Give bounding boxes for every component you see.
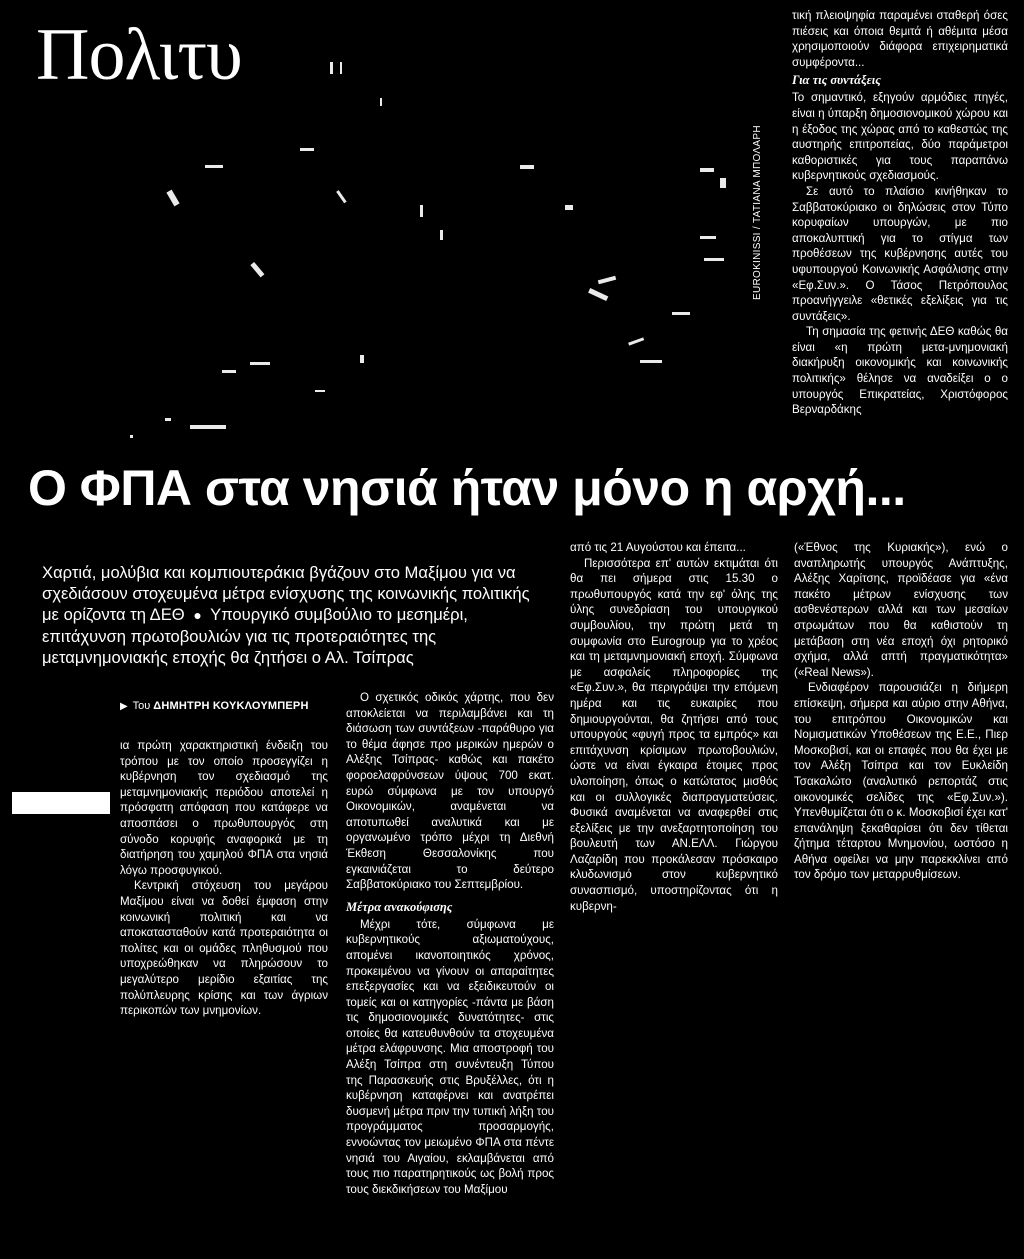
byline-prefix: Του (132, 700, 151, 712)
paragraph: Κεντρική στόχευση του μεγάρου Μαξίμου είναι να δοθεί έμφαση στην κοινωνική πολιτική και να αποκατασταθούν κατά προτεραιότητα οι πολίτες και οι ομάδες πληθυσμού που υποχρεώθηκαν να πληρώσουν το μεγαλύτερο μερίδιο εξαιτίας της πολύπλευρης κρίσης και των άγριων περικοπών των μνημονίων. (120, 879, 328, 1018)
subheading: Μέτρα ανακούφισης (346, 899, 453, 914)
paragraph: ια πρώτη χαρακτηριστική ένδειξη του τρόπου με τον οποίο προσεγγίζει η κυβέρνηση τον σχεδιασμό της μεταμνημονιακής περιόδου αποτελεί η πρόσφατη απόφαση που κατάφερε να αποσπάσει ο πρωθυπουργός στη σύνοδο κορυφής αναφορικά με τη διατήρηση του χαμηλού ΦΠΑ στα νησιά λόγω προσφυγικού. (120, 739, 328, 877)
dropcap-bar (12, 792, 110, 814)
lead-text-1: Χαρτιά, μολύβια και κομπιουτεράκια βγάζουν στο Μαξίμου για να σχεδιάσουν στοχευμένα μέτρα ενίσχυσης της κοινωνικής πολιτικής με ορίζοντα τη ΔΕΘ (42, 563, 530, 624)
byline (120, 700, 309, 712)
paragraph: Ο σχετικός οδικός χάρτης, που δεν αποκλείεται να περιλαμβάνει και τη διάσωση των συντάξεων -παράθυρο για το θέμα άφησε προ μερικών ημερών ο Αλέξης Τσίπρας- καθώς και πακέτο φοροελαφρύνσεων ύψους 700 εκατ. ευρώ σύμφωνα με τον υπουργό Οικονομικών, αναμένεται να αποτυπωθεί αναλυτικά και με οργανωμένο τρόπο μέχρι τη Διεθνή Έκθεση Θεσσαλονίκης που εγκαινιάζεται το δεύτερο Σαββατοκύριακο του Σεπτεμβρίου. (346, 691, 554, 892)
bullet-icon: ● (193, 607, 202, 623)
right-top-column (792, 8, 1008, 418)
article-lead (42, 562, 532, 668)
paragraph: τική πλειοψηφία παραμένει σταθερή όσες πιέσεις και όποια θεμιτά ή αθέμιτα μέσα χρησιμοποιούν διάφορα επιχειρηματικά συμφέροντα... (792, 9, 1008, 69)
article-column-4 (794, 540, 1008, 883)
byline-arrow-icon: ▶ (120, 701, 128, 712)
article-headline: Ο ΦΠΑ στα νησιά ήταν μόνο η αρχή... (28, 460, 906, 516)
lead-text-2: Υπουργικό συμβούλιο το μεσημέρι, επιτάχυνση πρωτοβουλιών για τις προτεραιότητες της μεταμνημονιακής εποχής θα ζητήσει ο Αλ. Τσίπρας (42, 605, 468, 667)
article-column-1 (120, 738, 328, 1019)
paragraph: Το σημαντικό, εξηγούν αρμόδιες πηγές, είναι η ύπαρξη δημοσιονομικού χώρου και η έξοδος της χώρας από το καθεστώς της αυστηρής επιτροπείας, δύο παράμετροι καθοριστικές για τους παραπάνω κυβερνητικούς σχεδιασμούς. (792, 91, 1008, 183)
section-title: Πολιτυ (36, 14, 242, 96)
subheading: Για τις συντάξεις (792, 73, 881, 88)
paragraph: («Έθνος της Κυριακής»), ενώ ο αναπληρωτής υπουργός Ανάπτυξης, Αλέξης Χαρίτσης, προϊδέασε για «ένα πακέτο μέτρων ενίσχυσης των ασθενέστερων αλλά και των μεσαίων στρωμάτων που θα καθιστούν τη μετάβαση στη νέα εποχή όχι ρητορικό σχήμα, αλλά απτή πραγματικότητα» («Real News»). (794, 541, 1008, 679)
paragraph: από τις 21 Αυγούστου και έπειτα... (570, 541, 746, 554)
article-column-3 (570, 540, 778, 914)
byline-author: ΔΗΜΗΤΡΗ ΚΟΥΚΛΟΥΜΠΕΡΗ (153, 700, 309, 712)
paragraph: Ενδιαφέρον παρουσιάζει η διήμερη επίσκεψη, σήμερα και αύριο στην Αθήνα, του επιτρόπου Οικονομικών και Νομισματικών Υποθέσεων της Ε.Ε., Πιερ Μοσκοβισί, και οι επαφές που θα έχει με τον Αλέξη Τσίπρα και τον Ευκλείδη Τσακαλώτο (αναλυτικό ρεπορτάζ στις οικονομικές σελίδες της «Εφ.Συν.»). Υπενθυμίζεται ότι ο κ. Μοσκοβισί έχει κατ' επανάληψη ξεκαθαρίσει ότι δεν τίθεται ζήτημα τέταρτου Μνημονίου, ωστόσο η Αθήνα οφείλει να μην παρεκκλίνει από τον δρόμο των μεταρρυθμίσεων. (794, 681, 1008, 882)
paragraph: Σε αυτό το πλαίσιο κινήθηκαν το Σαββατοκύριακο οι δηλώσεις στον Τύπο κορυφαίων υπουργών, με πιο αποκαλυπτική για το στίγμα των προθέσεων της κυβέρνησης αυτές του υφυπουργού Κοινωνικής Ασφάλισης στην «Εφ.Συν.». Ο Τάσος Πετρόπουλος προανήγγειλε «θετικές εξελίξεις για τις συντάξεις». (792, 184, 1008, 323)
photo-credit: EUROKINISSI / ΤΑΤΙΑΝΑ ΜΠΟΛΑΡΗ (752, 125, 763, 300)
paragraph: Τη σημασία της φετινής ΔΕΘ καθώς θα είναι «η πρώτη μετα-μνημονιακή διακήρυξη οικονομικής και κοινωνικής πολιτικής» θέλησε να αναδείξει ο ο υπουργός Επικρατείας, Χριστόφορος Βερναρδάκης (792, 325, 1008, 417)
article-column-2 (346, 690, 554, 1197)
paragraph: Μέχρι τότε, σύμφωνα με κυβερνητικούς αξιωματούχους, απομένει ικανοποιητικός χρόνος, προκειμένου να γίνουν οι απαραίτητες επεξεργασίες και να εξειδικευτούν οι τομείς και οι κατηγορίες -πάντα με βάση τις δημοσιονομικές δυνατότητες- στις οποίες θα κατευθυνθούν τα στοχευμένα μέτρα ελάφρυνσης. Μια αποστροφή του Αλέξη Τσίπρα στη συνέντευξη Τύπου της Παρασκευής στις Βρυξέλλες, ότι η κυβέρνηση καταφέρνει και ανατρέπει δυσμενή μέτρα πριν την τυπική λήξη του προγράμματος προσαρμογής, εννοώντας τον μειωμένο ΦΠΑ στα πέντε νησιά του Αιγαίου, εκλαμβάνεται από τους πιο παρατηρητικούς ως βολή προς τους διεκδικήσεων του Μαξίμου (346, 917, 554, 1196)
paragraph: Περισσότερα επ' αυτών εκτιμάται ότι θα πει σήμερα στις 15.30 ο πρωθυπουργός κατά την εφ' όλης της ύλης συνεδρίαση του υπουργικού συμβουλίου, την πρώτη μετά τη συμφωνία στο Eurogroup για το χρέος και τη μεταμνημονιακή εποχή. Σύμφωνα με ασφαλείς πληροφορίες της «Εφ.Συν.», θα περιγράψει την επόμενη ημέρα και τις ευκαιρίες που δημιουργούνται, θα ζητήσει από τους υπουργούς «φυγή προς τα εμπρός» και επιτάχυνση κρίσιμων πρωτοβουλιών, ώστε να είναι έγκαιρα έτοιμες προς υλοποίηση, όπως ο κατώτατος μισθός και οι συλλογικές διαπραγματεύσεις. Φυσικά αναμένεται να αναφερθεί στις εξελίξεις με την ανεξαρτητοποίηση του βουλευτή των ΑΝ.ΕΛΛ. Γιώργου Λαζαρίδη που προκάλεσαν πρόσκαιρο κλυδωνισμό στον κυβερνητικό συνασπισμό, υποστηρίζοντας ότι η κυβερνη- (570, 556, 778, 913)
